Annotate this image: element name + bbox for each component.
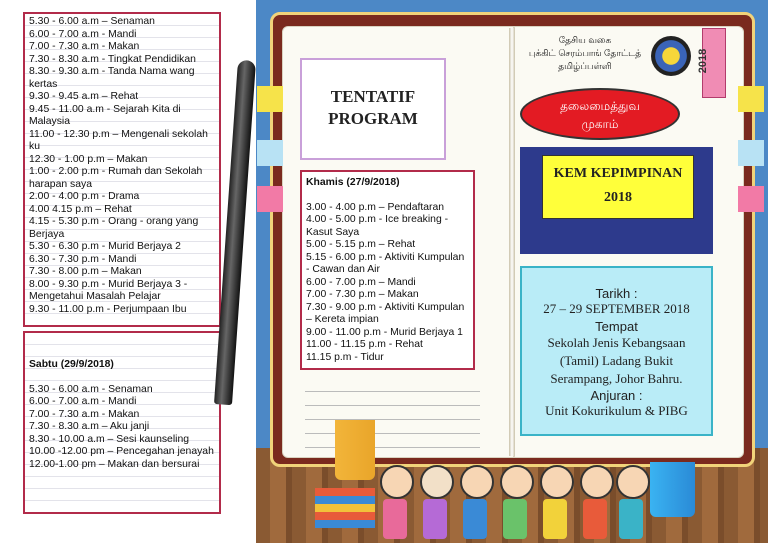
schedule-item: 3.00 - 4.00 p.m – Pendaftaran [306, 201, 445, 213]
kid-illustration [580, 465, 610, 539]
schedule-item: 6.00 - 7.00 p.m – Mandi [306, 276, 416, 288]
schedule-item: 6.00 - 7.00 a.m - Mandi [29, 28, 137, 40]
sticky-tab [257, 86, 283, 112]
schedule-item: 5.00 - 5.15 p.m – Rehat [306, 239, 416, 250]
cartoon-kids [380, 429, 650, 539]
schedule-item: 7.00 - 7.30 a.m - Makan [29, 41, 140, 52]
schedule-item: 4.15 - 5.30 p.m - Orang - orang yang Berjaya [29, 216, 199, 240]
year-tag [697, 28, 726, 98]
camp-title-box [542, 155, 694, 219]
schedule-heading: Khamis (27/9/2018) [306, 177, 400, 188]
schedule-list [29, 384, 215, 472]
kid-illustration [420, 465, 450, 539]
oval-line: முகாம் [581, 117, 619, 131]
schedule-item: 9.00 - 11.00 p.m - Murid Berjaya 1 [306, 326, 463, 338]
school-line: தேசிய வகை [558, 35, 612, 45]
schedule-item: 12.30 - 1.00 p.m – Makan [29, 153, 148, 165]
school-logo [651, 36, 691, 76]
kid-illustration [380, 465, 410, 539]
schedule-item: 7.30 - 8.00 p.m – Makan [29, 266, 142, 277]
book-spine [509, 28, 515, 456]
schedule-item: 11.15 p.m - Tidur [306, 351, 384, 363]
schedule-item: 12.00-1.00 pm – Makan dan bersurai [29, 458, 200, 470]
sticky-tab [738, 186, 764, 212]
leadership-oval [520, 88, 680, 140]
kid-illustration [460, 465, 490, 539]
camp-year: 2018 [604, 190, 632, 205]
schedule-box-jumaat [23, 12, 221, 327]
schedule-item: 4.00 4.15 p.m – Rehat [29, 203, 132, 215]
sticky-tab [257, 140, 283, 166]
schedule-item: 6.00 - 7.00 a.m - Mandi [29, 396, 137, 407]
place-label: Tempat [595, 319, 638, 334]
schedule-item: 7.30 - 8.30 a.m - Tingkat Pendidikan [29, 53, 196, 65]
organizer-label: Anjuran : [590, 388, 643, 403]
kid-illustration [540, 465, 570, 539]
schedule-item: 6.30 - 7.30 p.m - Mandi [29, 253, 137, 265]
pencil-cup [335, 420, 375, 480]
schedule-item: 7.00 - 7.30 p.m – Makan [306, 289, 419, 300]
sticky-tab [257, 186, 283, 212]
camp-title-card [520, 147, 713, 254]
school-name [520, 34, 650, 73]
schedule-box-sabtu [23, 331, 221, 514]
sticky-tab [738, 86, 764, 112]
schedule-item: 9.30 - 9.45 a.m – Rehat [29, 91, 139, 102]
schedule-item: 11.00 - 12.30 p.m – Mengenali sekolah ku [29, 128, 208, 152]
pencil-cup [650, 462, 695, 517]
organizer-value: Unit Kokurikulum & PIBG [545, 403, 688, 418]
kid-illustration [500, 465, 530, 539]
schedule-item: 7.00 - 7.30 a.m - Makan [29, 408, 140, 420]
schedule-item: 5.30 - 6.30 p.m - Murid Berjaya 2 [29, 241, 181, 252]
school-line: புக்கிட் செரம்பாங் தோட்டத் [528, 48, 642, 58]
books-stack [315, 488, 375, 528]
schedule-item: 5.15 - 6.00 p.m - Aktiviti Kumpulan - Cawan dan Air [306, 251, 465, 275]
year-tag-text: 2018 [697, 48, 710, 74]
schedule-item: 11.00 - 11.15 p.m - Rehat [306, 339, 423, 350]
date-value: 27 – 29 SEPTEMBER 2018 [543, 301, 690, 316]
schedule-list [29, 16, 215, 316]
schedule-item: 7.30 - 8.30 a.m – Aku janji [29, 421, 150, 432]
event-info-box [520, 266, 713, 436]
schedule-heading: Sabtu (29/9/2018) [29, 359, 114, 370]
program-title-box [300, 58, 446, 160]
school-line: தமிழ்ப்பள்ளி [558, 61, 612, 71]
schedule-item: 8.30 - 9.30 a.m - Tanda Nama wang kertas [29, 66, 195, 90]
title-line: PROGRAM [328, 109, 418, 128]
camp-title: KEM KEPIMPINAN [553, 166, 683, 181]
schedule-item: 7.30 - 9.00 p.m - Aktiviti Kumpulan – Kereta impian [306, 301, 465, 325]
schedule-item: 9.30 - 11.00 p.m - Perjumpaan Ibu [29, 303, 187, 315]
title-line: TENTATIF [330, 87, 416, 106]
schedule-item: 5.30 - 6.00 a.m - Senaman [29, 383, 153, 395]
schedule-item: 5.30 - 6.00 a.m – Senaman [29, 16, 155, 27]
schedule-box-khamis [300, 170, 475, 370]
oval-line: தலைமைத்துவ [560, 99, 640, 113]
schedule-item: 2.00 - 4.00 p.m - Drama [29, 191, 140, 202]
schedule-item: 10.00 -12.00 pm – Pencegahan jenayah [29, 446, 214, 457]
kid-illustration [616, 465, 646, 539]
place-value: Sekolah Jenis Kebangsaan (Tamil) Ladang Bukit Serampang, Johor Bahru. [547, 335, 686, 386]
schedule-item: 9.45 - 11.00 a.m - Sejarah Kita di Malaysia [29, 103, 181, 127]
left-panel [0, 0, 256, 543]
date-label: Tarikh : [595, 286, 638, 301]
schedule-list [306, 202, 469, 365]
schedule-item: 8.00 - 9.30 p.m - Murid Berjaya 3 - Mengetahui Masalah Pelajar [29, 278, 188, 302]
schedule-item: 8.30 - 10.00 a.m – Sesi kaunseling [29, 433, 189, 445]
schedule-item: 4.00 - 5.00 p.m - Ice breaking - Kasut Saya [306, 214, 449, 238]
schedule-item: 1.00 - 2.00 p.m - Rumah dan Sekolah harapan saya [29, 166, 203, 190]
sticky-tab [738, 140, 764, 166]
